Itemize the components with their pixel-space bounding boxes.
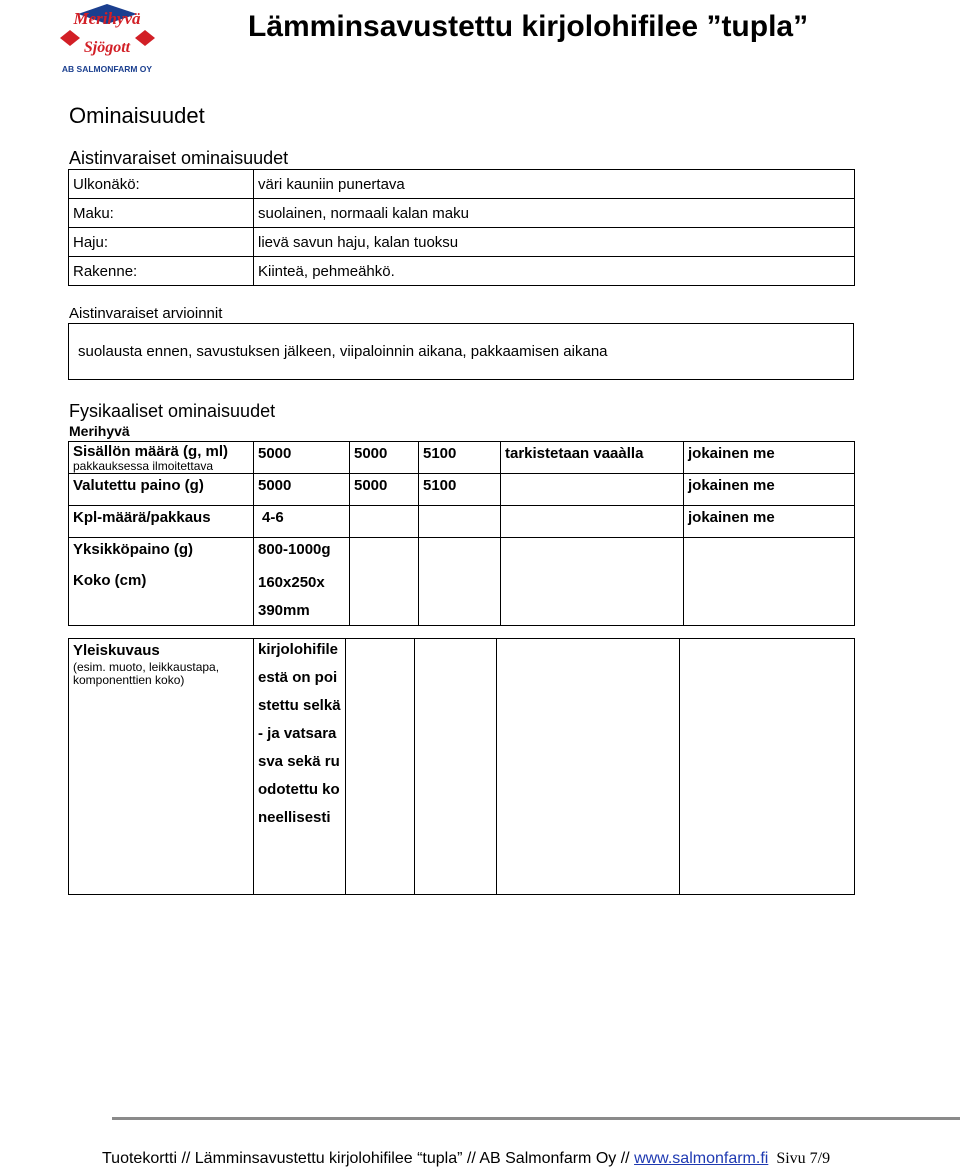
logo-flag-left	[60, 30, 80, 46]
physical-cell: 5000	[350, 474, 419, 506]
table-row	[69, 170, 855, 199]
logo-brand2: Sjögott	[83, 39, 131, 56]
physical-cell: 160x250x 390mm	[254, 569, 350, 626]
general-cell	[680, 639, 855, 895]
document-title: Lämminsavustettu kirjolohifilee ”tupla”	[248, 10, 809, 43]
table-row	[69, 442, 855, 474]
physical-cell: 5100	[419, 442, 501, 474]
assessments-box	[68, 323, 854, 380]
physical-cell	[350, 538, 419, 570]
general-table	[68, 638, 855, 895]
general-cell	[415, 639, 497, 895]
logo-brand: Merihyvä	[73, 9, 141, 28]
physical-cell: jokainen me	[684, 506, 855, 538]
sensory-label: Haju:	[69, 228, 254, 257]
table-row	[69, 257, 855, 286]
footer-text: Tuotekortti // Lämminsavustettu kirjolohifilee “tupla” // AB Salmonfarm Oy //	[102, 1150, 635, 1167]
physical-cell: 5000	[350, 442, 419, 474]
physical-cell	[501, 569, 684, 626]
section-title: Ominaisuudet	[69, 103, 205, 128]
table-row	[69, 506, 855, 538]
sensory-label: Rakenne:	[69, 257, 254, 286]
footer-rule	[112, 1117, 960, 1120]
physical-cell	[501, 506, 684, 538]
physical-cell: 5100	[419, 474, 501, 506]
sensory-value: Kiinteä, pehmeähkö.	[254, 257, 855, 286]
sensory-table	[68, 169, 855, 286]
table-row	[69, 569, 855, 626]
physical-label	[69, 442, 254, 474]
physical-cell	[501, 538, 684, 570]
sensory-value: suolainen, normaali kalan maku	[254, 199, 855, 228]
physical-cell	[419, 569, 501, 626]
sensory-value: lievä savun haju, kalan tuoksu	[254, 228, 855, 257]
general-description-cell	[254, 639, 346, 895]
sensory-label: Maku:	[69, 199, 254, 228]
physical-cell: 800-1000g	[254, 538, 350, 570]
physical-brand: Merihyvä	[69, 423, 130, 439]
physical-cell	[419, 538, 501, 570]
footer	[102, 1150, 830, 1168]
sensory-title: Aistinvaraiset ominaisuudet	[69, 148, 289, 168]
logo-company: AB SALMONFARM OY	[61, 64, 153, 74]
physical-cell: 5000	[254, 474, 350, 506]
physical-title: Fysikaaliset ominaisuudet	[69, 401, 276, 421]
logo-flag-right	[135, 30, 155, 46]
physical-cell	[501, 474, 684, 506]
assessments-text: suolausta ennen, savustuksen jälkeen, viipaloinnin aikana, pakkaamisen aikana	[78, 343, 608, 360]
page-number: Sivu 7/9	[776, 1150, 831, 1167]
physical-cell	[419, 506, 501, 538]
physical-cell	[350, 569, 419, 626]
physical-cell	[350, 506, 419, 538]
physical-cell: 4-6	[254, 506, 350, 538]
table-row	[69, 639, 855, 895]
company-logo	[50, 0, 165, 78]
physical-cell: tarkistetaan vaaàlla	[501, 442, 684, 474]
physical-cell: 5000	[254, 442, 350, 474]
physical-table	[68, 441, 855, 626]
physical-cell	[684, 569, 855, 626]
physical-label: Kpl-määrä/pakkaus	[69, 506, 254, 538]
table-row	[69, 538, 855, 570]
assessments-label: Aistinvaraiset arvioinnit	[69, 305, 223, 322]
general-description: kirjolohifileestä on poistettu selkä- ja vatsarasva sekä ruodotettu koneellisesti	[258, 641, 341, 826]
table-row	[69, 474, 855, 506]
physical-cell: jokainen me	[684, 442, 855, 474]
physical-cell	[684, 538, 855, 570]
sensory-value: väri kauniin punertava	[254, 170, 855, 199]
general-note: (esim. muoto, leikkaustapa, komponenttien koko)	[73, 660, 220, 687]
table-row	[69, 199, 855, 228]
physical-label: Yksikköpaino (g)	[69, 538, 254, 570]
table-row	[69, 228, 855, 257]
physical-note: pakkauksessa ilmoitettava	[73, 459, 214, 473]
physical-label: Koko (cm)	[69, 569, 254, 626]
physical-label-text: Sisällön määrä (g, ml)	[73, 443, 229, 460]
footer-link[interactable]: www.salmonfarm.fi	[634, 1150, 769, 1167]
general-cell	[346, 639, 415, 895]
general-cell	[497, 639, 680, 895]
general-label-cell	[69, 639, 254, 895]
general-label: Yleiskuvaus	[73, 642, 160, 659]
sensory-label: Ulkonäkö:	[69, 170, 254, 199]
physical-cell: jokainen me	[684, 474, 855, 506]
physical-label: Valutettu paino (g)	[69, 474, 254, 506]
